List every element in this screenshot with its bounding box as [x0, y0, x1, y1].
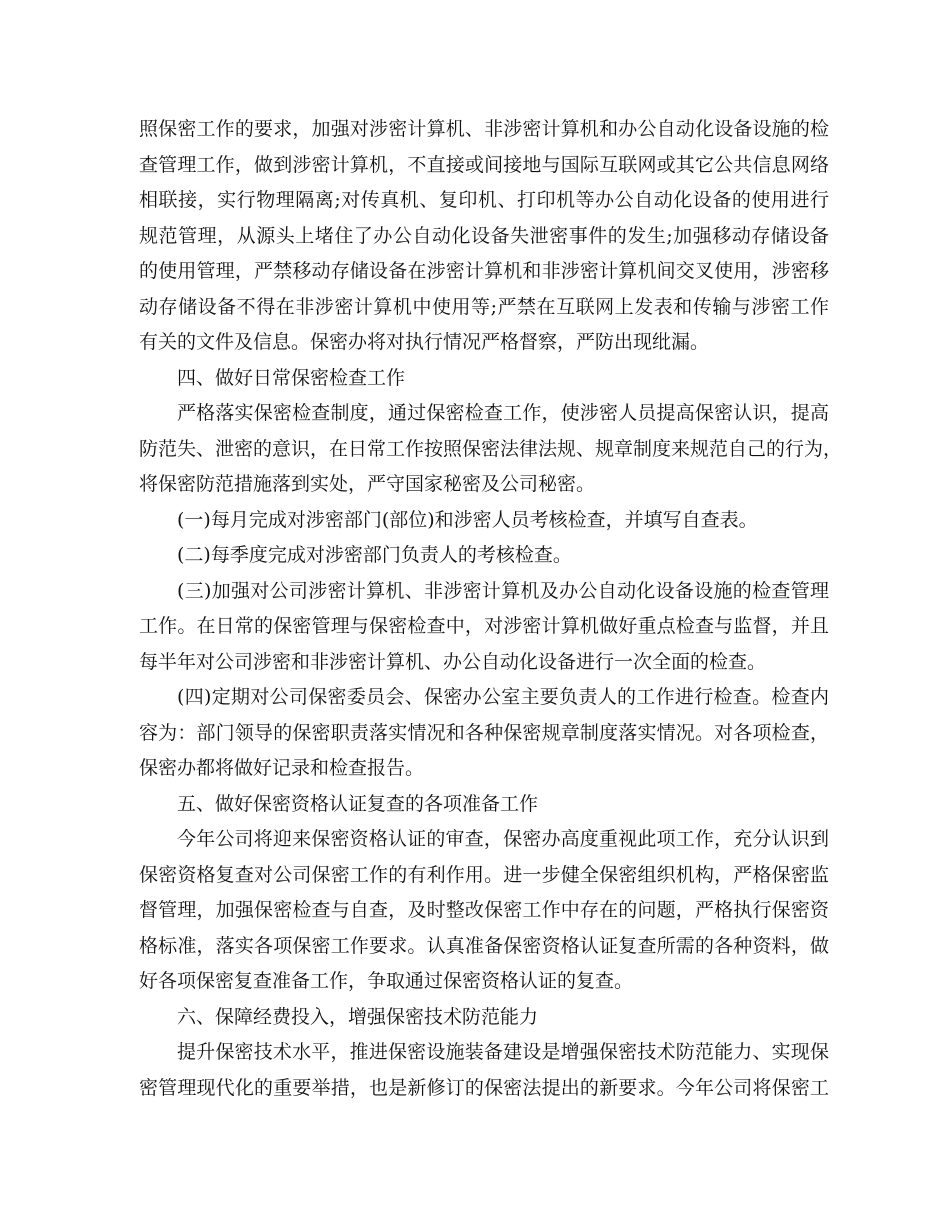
text-line: 保密资格复查对公司保密工作的有利作用。进一步健全保密组织机构，严格保密监: [139, 863, 829, 886]
text-line: 动存储设备不得在非涉密计算机中使用等;严禁在互联网上发表和传输与涉密工作: [139, 295, 829, 318]
text-line: 五、做好保密资格认证复查的各项准备工作: [177, 792, 539, 815]
text-line: (一)每月完成对涉密部门(部位)和涉密人员考核检查，并填写自查表。: [177, 508, 758, 531]
text-line: (二)每季度完成对涉密部门负责人的考核检查。: [177, 544, 572, 566]
text-line: 规范管理，从源头上堵住了办公自动化设备失泄密事件的发生;加强移动存储设备: [139, 224, 829, 247]
text-line: (三)加强对公司涉密计算机、非涉密计算机及办公自动化设备设施的检查管理: [177, 579, 829, 602]
text-line: 督管理，加强保密检查与自查，及时整改保密工作中存在的问题，严格执行保密资: [139, 899, 829, 921]
text-line: 将保密防范措施落到实处，严守国家秘密及公司秘密。: [139, 473, 596, 495]
text-line: 格标准，落实各项保密工作要求。认真准备保密资格认证复查所需的各种资料，做: [139, 934, 829, 957]
document-body: [139, 112, 843, 1106]
text-line: 四、做好日常保密检查工作: [177, 366, 406, 389]
text-line: 工作。在日常的保密管理与保密检查中，对涉密计算机做好重点检查与监督，并且: [139, 615, 829, 637]
text-line: 查管理工作，做到涉密计算机，不直接或间接地与国际互联网或其它公共信息网络: [139, 153, 829, 176]
text-line: 密管理现代化的重要举措，也是新修订的保密法提出的新要求。今年公司将保密工: [139, 1076, 829, 1099]
text-line: 今年公司将迎来保密资格认证的审查，保密办高度重视此项工作，充分认识到: [177, 828, 829, 850]
text-line: 照保密工作的要求，加强对涉密计算机、非涉密计算机和办公自动化设备设施的检: [139, 118, 829, 140]
text-line: (四)定期对公司保密委员会、保密办公室主要负责人的工作进行检查。检查内: [177, 686, 829, 708]
text-line: 每半年对公司涉密和非涉密计算机、办公自动化设备进行一次全面的检查。: [139, 650, 767, 673]
text-line: 的使用管理，严禁移动存储设备在涉密计算机和非涉密计算机间交叉使用，涉密移: [139, 260, 829, 282]
text-line: 防范失、泄密的意识，在日常工作按照保密法律法规、规章制度来规范自己的行为，: [139, 437, 843, 460]
text-line: 容为：部门领导的保密职责落实情况和各种保密规章制度落实情况。对各项检查，: [139, 721, 829, 744]
text-line: 有关的文件及信息。保密办将对执行情况严格督察，严防出现纰漏。: [139, 331, 710, 353]
text-line: 好各项保密复查准备工作，争取通过保密资格认证的复查。: [139, 970, 634, 992]
text-line: 六、保障经费投入，增强保密技术防范能力: [177, 1005, 539, 1028]
text-line: 严格落实保密检查制度，通过保密检查工作，使涉密人员提高保密认识，提高: [177, 402, 829, 424]
text-line: 相联接，实行物理隔离;对传真机、复印机、打印机等办公自动化设备的使用进行: [139, 189, 829, 211]
text-line: 提升保密技术水平，推进保密设施装备建设是增强保密技术防范能力、实现保: [177, 1041, 829, 1063]
text-line: 保密办都将做好记录和检查报告。: [139, 757, 425, 779]
